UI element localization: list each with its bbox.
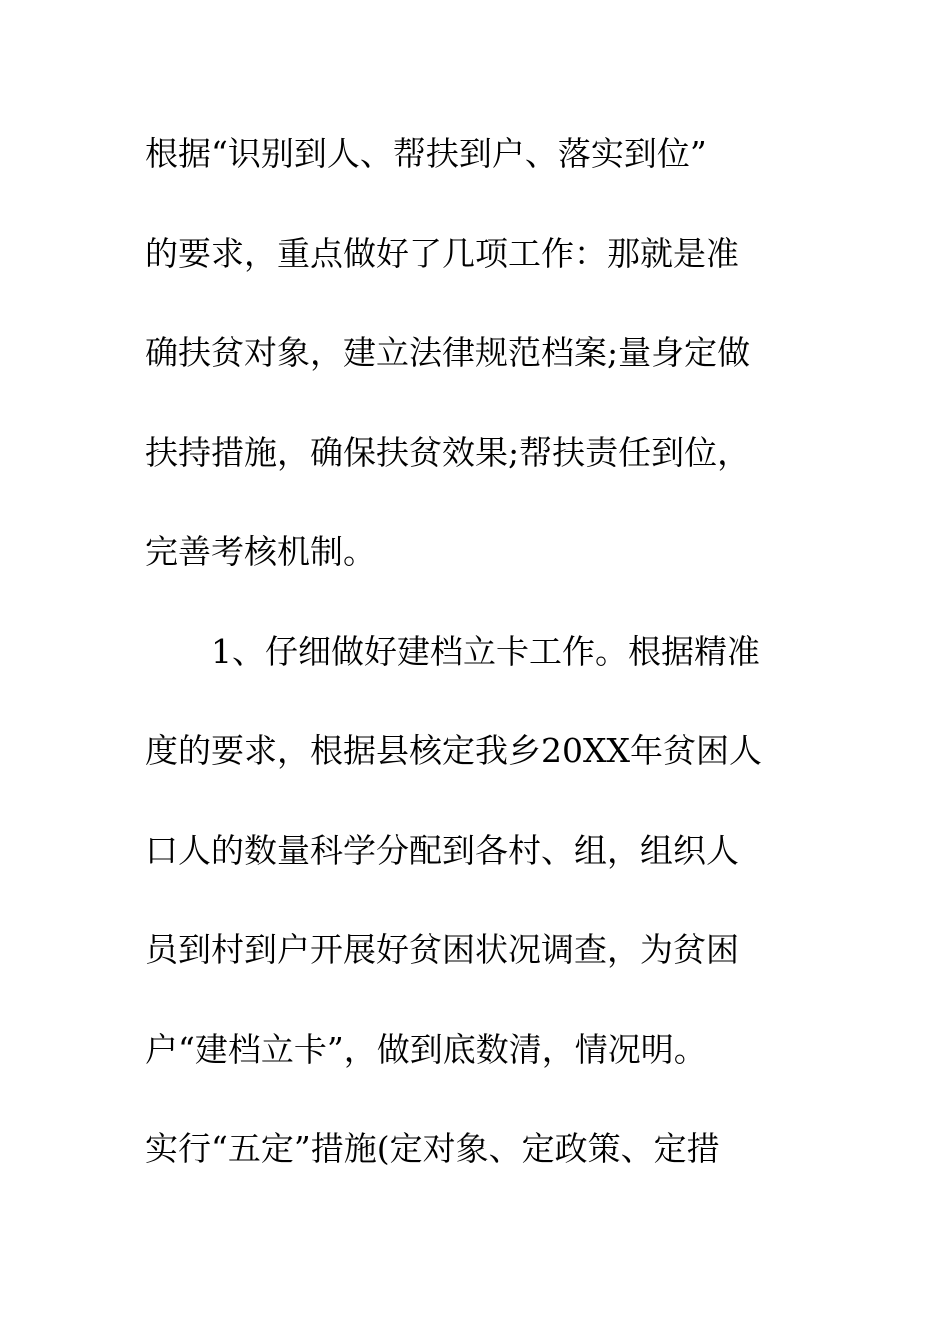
text-line-indented: 1、仔细做好建档立卡工作。根据精准 xyxy=(211,631,760,671)
body-text xyxy=(145,124,805,1219)
text-line: 实行“五定”措施(定对象、定政策、定措 xyxy=(145,1129,720,1168)
text-line: 扶持措施，确保扶贫效果;帮扶责任到位， xyxy=(145,432,751,472)
text-line: 确扶贫对象，建立法律规范档案;量身定做 xyxy=(145,333,751,372)
text-line: 口人的数量科学分配到各村、组，组织人 xyxy=(145,830,739,870)
text-line: 的要求，重点做好了几项工作：那就是准 xyxy=(145,233,739,273)
text-line: 根据“识别到人、帮扶到户、落实到位” xyxy=(145,134,707,173)
text-line: 员到村到户开展好贫困状况调查，为贫困 xyxy=(145,930,739,969)
text-line: 度的要求，根据县核定我乡20XX年贫困人 xyxy=(145,731,762,770)
text-line: 完善考核机制。 xyxy=(145,532,376,571)
text-line: 户“建档立卡”，做到底数清，情况明。 xyxy=(145,1029,707,1069)
